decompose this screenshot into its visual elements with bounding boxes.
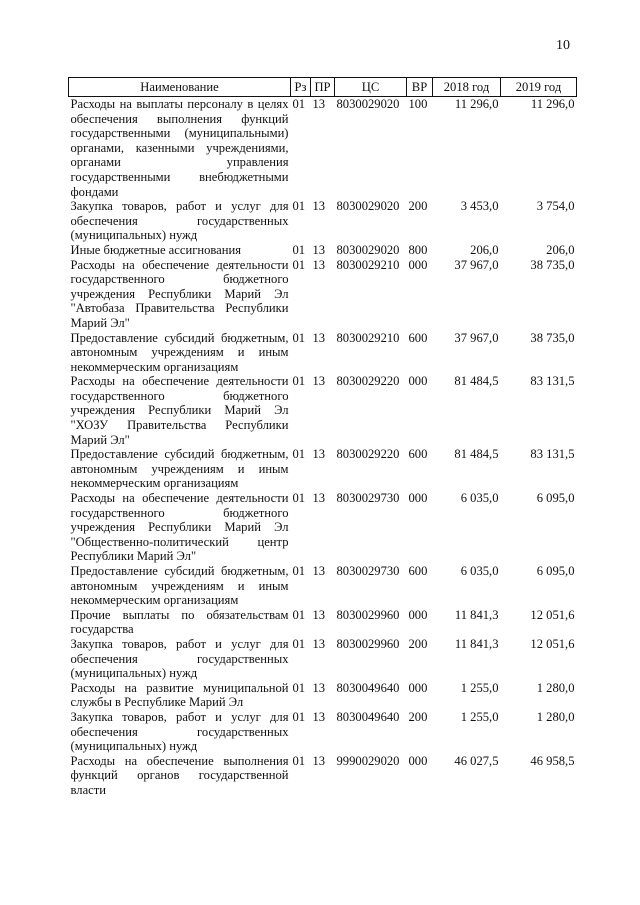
budget-table: [68, 77, 577, 798]
row-pr: 13: [312, 491, 326, 506]
row-cs: 8030029020: [336, 97, 400, 111]
row-rz: 01: [292, 97, 306, 111]
row-name: Закупка товаров, работ и услуг для обеспечения государственных (муниципальных) нужд: [70, 636, 289, 681]
row-cs: 8030029210: [336, 257, 400, 272]
row-cs: 8030029220: [336, 447, 400, 462]
row-name: Расходы на обеспечение деятельности государственного бюджетного учреждения Республики Марий Эл "Общественно-политический центр Республики Марий Эл": [70, 491, 289, 564]
row-vr: 600: [408, 447, 428, 462]
row-2018: 1 255,0: [460, 709, 499, 724]
row-2018: 6 035,0: [460, 491, 499, 506]
table-row: [69, 754, 577, 798]
row-vr: 000: [408, 680, 428, 695]
row-name: Расходы на обеспечение деятельности государственного бюджетного учреждения Республики Марий Эл "ХОЗУ Правительства Республики Марий Эл": [70, 374, 289, 447]
row-name: Иные бюджетные ассигнования: [70, 242, 242, 257]
row-2018: 11 296,0: [454, 97, 499, 111]
row-cs: 9990029020: [336, 753, 400, 768]
row-2019: 6 095,0: [536, 564, 575, 578]
header-cs: ЦС: [335, 78, 407, 97]
row-2018: 206,0: [470, 242, 499, 257]
header-vr: ВР: [407, 78, 433, 97]
row-name: Расходы на выплаты персоналу в целях обеспечения выполнения функций государственными (муниципальными) органами, казенными учреждениями, органами управления государственными внебюджетными фондами: [70, 97, 289, 199]
row-2018: 81 484,5: [454, 447, 499, 462]
table-row: [69, 199, 577, 243]
row-vr: 600: [408, 330, 428, 345]
row-pr: 13: [312, 97, 326, 111]
row-cs: 8030049640: [336, 680, 400, 695]
row-pr: 13: [312, 242, 326, 257]
row-name: Расходы на обеспечение деятельности государственного бюджетного учреждения Республики Марий Эл "Автобаза Правительства Республики Марий Эл": [70, 257, 289, 330]
header-rz: Рз: [291, 78, 311, 97]
table-row: [69, 681, 577, 710]
page-number: 10: [556, 38, 570, 53]
table-row: [69, 564, 577, 608]
row-pr: 13: [312, 374, 326, 389]
row-pr: 13: [312, 607, 326, 622]
row-2018: 46 027,5: [454, 753, 499, 768]
row-name: Предоставление субсидий бюджетным, автономным учреждениям и иным некоммерческим организациям: [70, 447, 289, 491]
row-2019: 11 296,0: [530, 97, 575, 111]
row-2019: 38 735,0: [530, 257, 575, 272]
table-row: [69, 97, 577, 200]
row-vr: 000: [408, 257, 428, 272]
row-rz: 01: [292, 709, 306, 724]
row-2019: 46 958,5: [530, 753, 575, 768]
row-vr: 000: [408, 753, 428, 768]
table-row: [69, 447, 577, 491]
row-rz: 01: [292, 330, 306, 345]
row-pr: 13: [312, 257, 326, 272]
row-pr: 13: [312, 680, 326, 695]
row-rz: 01: [292, 491, 306, 506]
row-2019: 6 095,0: [536, 491, 575, 506]
row-2019: 12 051,6: [530, 636, 575, 651]
row-cs: 8030049640: [336, 709, 400, 724]
row-2019: 83 131,5: [530, 374, 575, 389]
row-2019: 1 280,0: [536, 709, 575, 724]
row-rz: 01: [292, 607, 306, 622]
row-vr: 000: [408, 374, 428, 389]
row-2018: 37 967,0: [454, 257, 499, 272]
header-name: Наименование: [69, 78, 291, 97]
row-pr: 13: [312, 564, 326, 578]
table-row: [69, 608, 577, 637]
table-row: [69, 258, 577, 331]
row-name: Предоставление субсидий бюджетным, автономным учреждениям и иным некоммерческим организациям: [70, 564, 289, 608]
row-pr: 13: [312, 709, 326, 724]
row-name: Предоставление субсидий бюджетным, автономным учреждениям и иным некоммерческим организациям: [70, 330, 289, 374]
row-rz: 01: [292, 636, 306, 651]
row-vr: 200: [408, 636, 428, 651]
row-vr: 100: [408, 97, 428, 111]
row-pr: 13: [312, 636, 326, 651]
row-cs: 8030029730: [336, 491, 400, 506]
header-2019: 2019 год: [501, 78, 577, 97]
row-vr: 800: [408, 242, 428, 257]
row-2018: 1 255,0: [460, 680, 499, 695]
row-2019: 12 051,6: [530, 607, 575, 622]
row-cs: 8030029020: [336, 199, 400, 214]
table-row: [69, 331, 577, 375]
row-2019: 206,0: [546, 242, 575, 257]
row-2019: 38 735,0: [530, 330, 575, 345]
row-pr: 13: [312, 330, 326, 345]
row-2018: 81 484,5: [454, 374, 499, 389]
header-2018: 2018 год: [433, 78, 501, 97]
row-cs: 8030029960: [336, 636, 400, 651]
table-header-row: [69, 78, 577, 97]
row-vr: 000: [408, 607, 428, 622]
row-cs: 8030029020: [336, 242, 400, 257]
table-row: [69, 637, 577, 681]
row-rz: 01: [292, 242, 306, 257]
row-pr: 13: [312, 447, 326, 462]
row-rz: 01: [292, 564, 306, 578]
row-vr: 600: [408, 564, 428, 578]
table-row: [69, 491, 577, 564]
header-pr: ПР: [311, 78, 335, 97]
row-cs: 8030029210: [336, 330, 400, 345]
row-cs: 8030029730: [336, 564, 400, 578]
row-name: Закупка товаров, работ и услуг для обеспечения государственных (муниципальных) нужд: [70, 709, 289, 754]
row-rz: 01: [292, 199, 306, 214]
row-2018: 3 453,0: [460, 199, 499, 214]
row-2018: 6 035,0: [460, 564, 499, 578]
table-row: [69, 243, 577, 258]
row-name: Закупка товаров, работ и услуг для обеспечения государственных (муниципальных) нужд: [70, 199, 289, 243]
row-pr: 13: [312, 199, 326, 214]
row-2018: 37 967,0: [454, 330, 499, 345]
row-2018: 11 841,3: [454, 636, 499, 651]
row-2018: 11 841,3: [454, 607, 499, 622]
row-2019: 3 754,0: [536, 199, 575, 214]
row-rz: 01: [292, 447, 306, 462]
row-vr: 200: [408, 709, 428, 724]
row-rz: 01: [292, 753, 306, 768]
table-row: [69, 374, 577, 447]
row-cs: 8030029220: [336, 374, 400, 389]
table-row: [69, 710, 577, 754]
row-name: Прочие выплаты по обязательствам государства: [70, 607, 289, 637]
row-name: Расходы на обеспечение выполнения функций органов государственной власти: [70, 753, 289, 797]
row-vr: 200: [408, 199, 428, 214]
row-rz: 01: [292, 257, 306, 272]
row-cs: 8030029960: [336, 607, 400, 622]
row-name: Расходы на развитие муниципальной службы в Республике Марий Эл: [70, 680, 289, 710]
row-rz: 01: [292, 680, 306, 695]
row-vr: 000: [408, 491, 428, 506]
row-2019: 83 131,5: [530, 447, 575, 462]
row-pr: 13: [312, 753, 326, 768]
row-rz: 01: [292, 374, 306, 389]
row-2019: 1 280,0: [536, 680, 575, 695]
